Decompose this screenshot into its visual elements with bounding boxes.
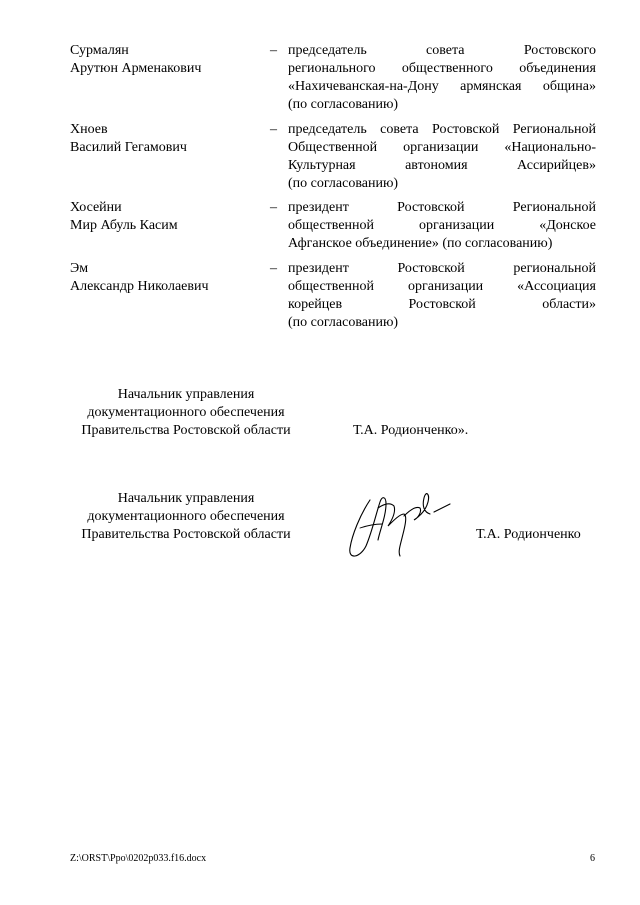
- handwritten-signature: [340, 480, 460, 570]
- member-desc-line: президент Ростовской Региональной: [288, 200, 596, 215]
- member-description: [288, 42, 596, 114]
- member-desc-line: президент Ростовской региональной: [288, 261, 596, 276]
- official-title-line: документационного обеспечения: [87, 405, 285, 420]
- member-desc-line: Общественной организации «Национально-: [288, 140, 596, 155]
- member-desc-line: председатель совета Ростовского: [288, 43, 596, 58]
- member-name: [70, 260, 260, 296]
- signer-name: Т.А. Родионченко: [476, 527, 581, 542]
- official-title-line: Начальник управления: [117, 491, 255, 506]
- member-desc-line: (по согласованию): [288, 176, 399, 191]
- file-path: Z:\ORST\Ppo\0202p033.f16.docx: [70, 853, 207, 864]
- official-title-block: [70, 490, 302, 544]
- member-given-names: Арутюн Арменакович: [70, 61, 202, 76]
- member-surname: Хосейни: [70, 200, 122, 215]
- official-title-line: Правительства Ростовской области: [81, 423, 291, 438]
- member-desc-line: (по согласованию): [288, 97, 399, 112]
- member-dash: –: [270, 261, 277, 276]
- member-given-names: Александр Николаевич: [70, 279, 209, 294]
- member-desc-line: регионального общественного объединения: [288, 61, 596, 76]
- member-surname: Эм: [70, 261, 89, 276]
- signer-name: Т.А. Родионченко».: [353, 423, 469, 438]
- member-desc-line: общественной организации «Донское: [288, 218, 596, 233]
- member-surname: Сурмалян: [70, 43, 129, 58]
- member-desc-line: (по согласованию): [288, 315, 399, 330]
- member-desc-line: Культурная автономия Ассирийцев»: [288, 158, 596, 173]
- member-desc-line: корейцев Ростовской области»: [288, 297, 596, 312]
- member-name: [70, 121, 260, 157]
- page-number: 6: [590, 853, 595, 864]
- member-surname: Хноев: [70, 122, 108, 137]
- member-dash: –: [270, 122, 277, 137]
- member-desc-line: «Нахичеванская-на-Дону армянская община»: [288, 79, 596, 94]
- member-description: [288, 199, 596, 253]
- member-desc-line: Афганское объединение» (по согласованию): [288, 236, 553, 251]
- member-desc-line: председатель совета Ростовской Региональной: [288, 122, 596, 137]
- official-title-block: [70, 386, 302, 440]
- member-given-names: Василий Гегамович: [70, 140, 187, 155]
- member-desc-line: общественной организации «Ассоциация: [288, 279, 596, 294]
- official-title-line: документационного обеспечения: [87, 509, 285, 524]
- member-given-names: Мир Абуль Касим: [70, 218, 178, 233]
- member-dash: –: [270, 200, 277, 215]
- official-title-line: Правительства Ростовской области: [81, 527, 291, 542]
- member-description: [288, 121, 596, 193]
- member-dash: –: [270, 43, 277, 58]
- official-title-line: Начальник управления: [117, 387, 255, 402]
- member-description: [288, 260, 596, 332]
- member-name: [70, 199, 260, 235]
- member-name: [70, 42, 260, 78]
